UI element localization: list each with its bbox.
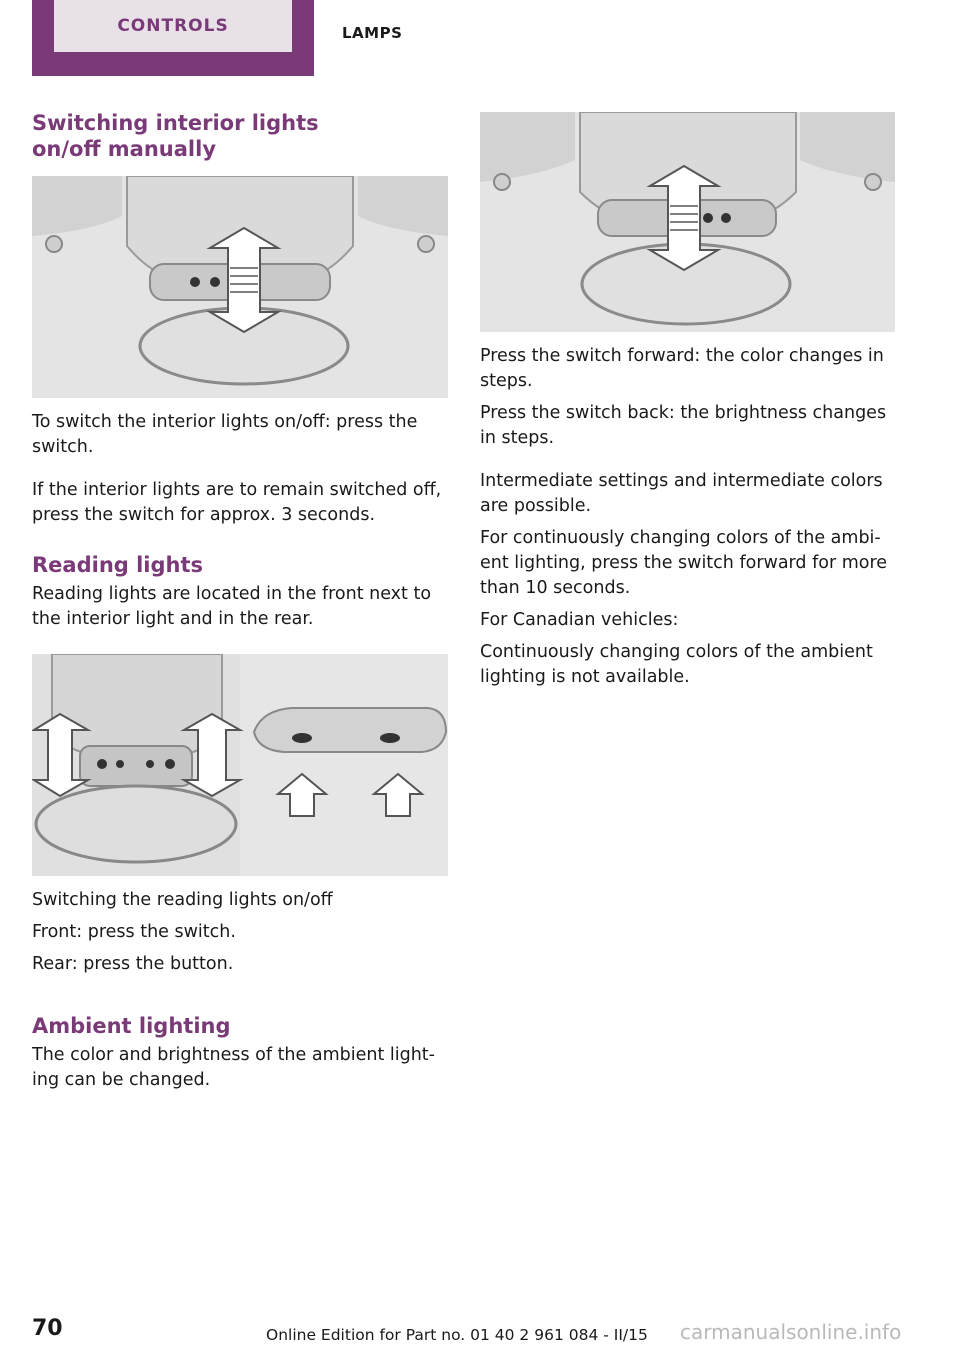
paragraph-reading-lights-location: Reading lights are located in the front next to the interior light and in the rear. xyxy=(32,584,432,629)
paragraph-rear-button: Rear: press the button. xyxy=(32,954,234,974)
paragraph-continuous-colors: For continuously changing colors of the ambi‐ent lighting, press the switch forward for more than 10 seconds. xyxy=(480,528,888,598)
section-title: CONTROLS xyxy=(117,16,229,36)
paragraph-reading-lights-switching: Switching the reading lights on/off xyxy=(32,890,333,910)
section-tab-label-box xyxy=(54,0,292,52)
heading-reading-lights: Reading lights xyxy=(32,553,204,577)
figure-ambient-switch xyxy=(480,112,895,332)
paragraph-switch-back: Press the switch back: the brightness changes in steps. xyxy=(480,403,887,448)
heading-ambient-lighting: Ambient lighting xyxy=(32,1014,231,1038)
page-number: 70 xyxy=(32,1316,63,1341)
watermark: carmanualsonline.info xyxy=(680,1320,902,1344)
edition-note: Online Edition for Part no. 01 40 2 961 084 - II/15 xyxy=(266,1326,648,1344)
paragraph-intermediate-settings: Intermediate settings and intermediate colors are possible. xyxy=(480,471,883,516)
left-column xyxy=(32,110,448,1093)
figure-reading-lights xyxy=(32,654,448,876)
paragraph-switch-on-off: To switch the interior lights on/off: press the switch. xyxy=(32,412,418,457)
chapter-title: LAMPS xyxy=(342,24,403,42)
paragraph-not-available: Continuously changing colors of the ambient lighting is not available. xyxy=(480,642,873,687)
paragraph-ambient-changeable: The color and brightness of the ambient light‐ing can be changed. xyxy=(32,1045,435,1090)
interior-light-illustration xyxy=(32,176,448,398)
paragraph-switch-forward: Press the switch forward: the color changes in steps. xyxy=(480,346,884,391)
paragraph-canadian-vehicles: For Canadian vehicles: xyxy=(480,610,679,630)
heading-switching-interior-lights: Switching interior lights on/off manually xyxy=(32,111,319,161)
reading-lights-illustration xyxy=(32,654,448,876)
paragraph-remain-off: If the interior lights are to remain switched off, press the switch for approx. 3 seconds. xyxy=(32,480,442,525)
ambient-switch-illustration xyxy=(480,112,895,332)
paragraph-front-switch: Front: press the switch. xyxy=(32,922,236,942)
figure-interior-light-switch xyxy=(32,176,448,398)
section-tab xyxy=(32,0,314,76)
right-column xyxy=(480,112,896,690)
